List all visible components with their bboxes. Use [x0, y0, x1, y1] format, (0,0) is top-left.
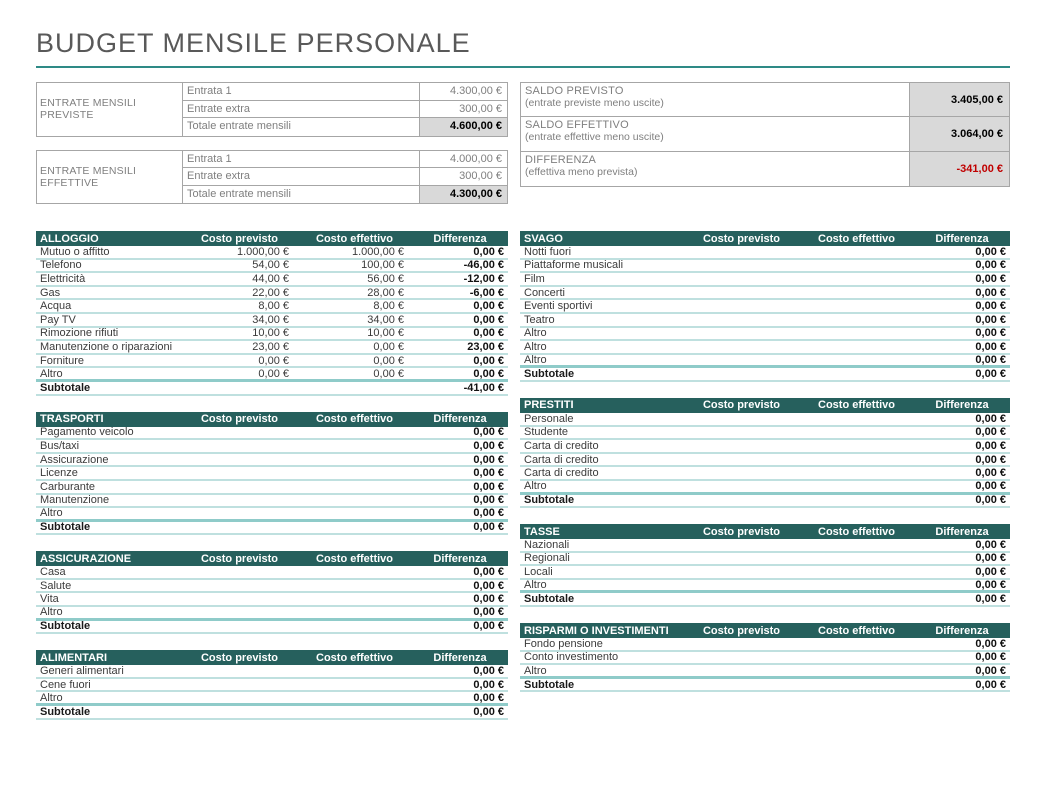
table-row	[36, 692, 508, 706]
table-row	[520, 287, 1010, 301]
category-header-row	[36, 551, 508, 566]
row-label: Mutuo o affitto	[40, 245, 110, 258]
row-label: Altro	[40, 507, 63, 520]
table-row	[36, 355, 508, 369]
column-header-costo-previsto: Costo previsto	[200, 651, 278, 664]
subtotal-label: Subtotale	[40, 381, 91, 394]
differenza-cell[interactable]: 0,00 €	[473, 426, 504, 439]
table-row	[520, 638, 1010, 652]
category-header-row	[520, 524, 1010, 539]
summary-row-saldo-effettivo	[521, 117, 1009, 151]
income-row	[183, 83, 507, 101]
differenza-cell[interactable]: 0,00 €	[975, 480, 1006, 493]
income-row-value[interactable]: 300,00 €	[419, 101, 507, 118]
category-table-risparmi-o-investimenti	[520, 623, 1010, 692]
income-row-name[interactable]: Entrate extra	[187, 102, 250, 115]
row-label: Carta di credito	[524, 453, 599, 466]
summary-row-differenza	[521, 152, 1009, 186]
differenza-cell[interactable]: 0,00 €	[975, 286, 1006, 299]
summary-section	[520, 82, 1010, 187]
row-label: Generi alimentari	[40, 665, 124, 678]
category-title: ASSICURAZIONE	[40, 552, 132, 565]
income-row-value[interactable]: 4.000,00 €	[419, 151, 507, 168]
summary-row-title: DIFFERENZA	[525, 153, 597, 166]
differenza-cell[interactable]: 0,00 €	[975, 651, 1006, 664]
table-row	[36, 566, 508, 580]
table-row	[36, 607, 508, 621]
subtotal-row	[36, 706, 508, 720]
subtotal-row	[520, 368, 1010, 382]
table-row	[36, 481, 508, 495]
income-row	[183, 118, 507, 136]
column-header-differenza: Differenza	[433, 232, 487, 245]
income-row	[183, 168, 507, 186]
costo-previsto-cell[interactable]: 10,00 €	[252, 327, 289, 340]
column-header-costo-effettivo: Costo effettivo	[316, 413, 393, 426]
income-row	[183, 151, 507, 169]
row-label: Cene fuori	[40, 678, 91, 691]
differenza-cell[interactable]: 0,00 €	[473, 245, 504, 258]
subtotal-row	[36, 621, 508, 635]
differenza-cell[interactable]: -12,00 €	[463, 272, 504, 285]
differenza-cell[interactable]: 0,00 €	[975, 538, 1006, 551]
costo-previsto-cell[interactable]: 0,00 €	[258, 354, 289, 367]
table-row	[36, 679, 508, 693]
costo-previsto-cell[interactable]: 34,00 €	[252, 313, 289, 326]
costo-previsto-cell[interactable]: 8,00 €	[258, 300, 289, 313]
category-table-assicurazione	[36, 551, 508, 634]
category-title: ALLOGGIO	[40, 232, 99, 245]
costo-previsto-cell[interactable]: 22,00 €	[252, 286, 289, 299]
table-row	[520, 341, 1010, 355]
income-table-entrate-mensili-previste	[36, 82, 508, 137]
summary-row-saldo-previsto	[521, 83, 1009, 117]
differenza-cell[interactable]: 0,00 €	[473, 593, 504, 606]
category-table-prestiti	[520, 398, 1010, 508]
income-row-value[interactable]: 4.300,00 €	[419, 186, 507, 204]
costo-effettivo-cell[interactable]: 100,00 €	[361, 259, 404, 272]
income-row-name[interactable]: Entrata 1	[187, 85, 232, 97]
summary-table	[520, 82, 1010, 187]
row-label: Carta di credito	[524, 467, 599, 480]
table-row	[36, 454, 508, 468]
category-table-alloggio	[36, 231, 508, 396]
row-label: Altro	[40, 691, 63, 704]
summary-row-value[interactable]: 3.064,00 €	[909, 117, 1009, 150]
table-row	[520, 467, 1010, 481]
category-title: ALIMENTARI	[40, 651, 108, 664]
differenza-cell[interactable]: 23,00 €	[467, 340, 504, 353]
category-header-row	[520, 623, 1010, 638]
row-label: Altro	[524, 579, 547, 592]
costo-previsto-cell[interactable]: 44,00 €	[252, 272, 289, 285]
table-row	[36, 328, 508, 342]
subtotal-row	[520, 593, 1010, 607]
table-row	[520, 300, 1010, 314]
subtotal-value[interactable]: 0,00 €	[975, 368, 1006, 381]
row-label: Studente	[524, 426, 569, 439]
table-row	[520, 314, 1010, 328]
table-row	[520, 539, 1010, 553]
row-label: Teatro	[524, 313, 555, 326]
row-label: Manutenzione o riparazioni	[40, 340, 173, 353]
column-header-costo-effettivo: Costo effettivo	[818, 232, 895, 245]
differenza-cell[interactable]: 0,00 €	[975, 664, 1006, 677]
row-label: Acqua	[40, 300, 72, 313]
column-header-differenza: Differenza	[433, 651, 487, 664]
row-label: Pay TV	[40, 313, 76, 326]
differenza-cell[interactable]: 0,00 €	[473, 566, 504, 579]
category-column-right	[520, 231, 1010, 736]
table-row	[36, 287, 508, 301]
category-title: TASSE	[524, 525, 560, 538]
column-header-costo-previsto: Costo previsto	[702, 232, 780, 245]
column-header-differenza: Differenza	[935, 399, 989, 412]
row-label: Carta di credito	[524, 439, 599, 452]
subtotal-label: Subtotale	[524, 678, 575, 691]
costo-previsto-cell[interactable]: 23,00 €	[252, 340, 289, 353]
subtotal-value[interactable]: -41,00 €	[463, 381, 504, 394]
column-header-costo-previsto: Costo previsto	[702, 399, 780, 412]
category-title: TRASPORTI	[40, 413, 104, 426]
table-row	[36, 341, 508, 355]
costo-effettivo-cell[interactable]: 0,00 €	[373, 354, 404, 367]
differenza-cell[interactable]: 0,00 €	[975, 245, 1006, 258]
table-row	[36, 260, 508, 274]
column-header-costo-previsto: Costo previsto	[200, 413, 278, 426]
row-label: Altro	[40, 606, 63, 619]
row-label: Manutenzione	[40, 494, 110, 507]
differenza-cell[interactable]: 0,00 €	[975, 412, 1006, 425]
category-header-row	[36, 412, 508, 427]
row-label: Salute	[40, 579, 72, 592]
column-header-differenza: Differenza	[433, 413, 487, 426]
subtotal-value[interactable]: 0,00 €	[975, 593, 1006, 606]
costo-effettivo-cell[interactable]: 28,00 €	[367, 286, 404, 299]
differenza-cell[interactable]: 0,00 €	[473, 665, 504, 678]
row-label: Telefono	[40, 259, 82, 272]
table-row	[520, 328, 1010, 342]
table-row	[520, 566, 1010, 580]
table-row	[36, 495, 508, 509]
differenza-cell[interactable]: 0,00 €	[975, 426, 1006, 439]
table-row	[520, 355, 1010, 369]
differenza-cell[interactable]: 0,00 €	[975, 327, 1006, 340]
row-label: Film	[524, 272, 545, 285]
differenza-cell[interactable]: 0,00 €	[975, 552, 1006, 565]
row-label: Gas	[40, 286, 61, 299]
table-row	[36, 665, 508, 679]
differenza-cell[interactable]: 0,00 €	[473, 678, 504, 691]
subtotal-label: Subtotale	[524, 368, 575, 381]
summary-row-text	[521, 117, 909, 150]
differenza-cell[interactable]: -46,00 €	[463, 259, 504, 272]
table-row	[36, 467, 508, 481]
row-label: Concerti	[524, 286, 565, 299]
category-table-svago	[520, 231, 1010, 382]
income-row-name[interactable]: Totale entrate mensili	[187, 120, 291, 132]
summary-row-subtitle: (entrate previste meno uscite)	[525, 97, 664, 109]
differenza-cell[interactable]: 0,00 €	[975, 340, 1006, 353]
subtotal-value[interactable]: 0,00 €	[975, 678, 1006, 691]
summary-row-value[interactable]: -341,00 €	[909, 152, 1009, 186]
table-row	[520, 440, 1010, 454]
differenza-cell[interactable]: 0,00 €	[473, 507, 504, 520]
table-row	[520, 454, 1010, 468]
category-header-row	[520, 231, 1010, 246]
income-table-rows	[183, 83, 507, 136]
row-label: Nazionali	[524, 538, 570, 551]
differenza-cell[interactable]: 0,00 €	[975, 637, 1006, 650]
row-label: Fondo pensione	[524, 637, 603, 650]
category-title: PRESTITI	[524, 399, 574, 412]
differenza-cell[interactable]: 0,00 €	[473, 467, 504, 480]
table-row	[520, 273, 1010, 287]
category-header-row	[36, 231, 508, 246]
summary-row-subtitle: (entrate effettive meno uscite)	[525, 131, 664, 144]
differenza-cell[interactable]: 0,00 €	[473, 367, 504, 380]
income-row	[183, 101, 507, 119]
subtotal-row	[36, 522, 508, 536]
income-row-value[interactable]: 4.300,00 €	[419, 83, 507, 100]
column-header-costo-effettivo: Costo effettivo	[316, 552, 393, 565]
row-label: Assicurazione	[40, 453, 109, 466]
category-title: RISPARMI O INVESTIMENTI	[524, 624, 669, 637]
differenza-cell[interactable]: 0,00 €	[473, 327, 504, 340]
differenza-cell[interactable]: 0,00 €	[975, 439, 1006, 452]
column-header-costo-effettivo: Costo effettivo	[818, 624, 895, 637]
subtotal-row	[520, 679, 1010, 693]
row-label: Bus/taxi	[40, 439, 80, 452]
row-label: Regionali	[524, 552, 570, 565]
differenza-cell[interactable]: 0,00 €	[473, 579, 504, 592]
subtotal-row	[520, 495, 1010, 509]
subtotal-label: Subtotale	[40, 521, 91, 534]
table-row	[520, 665, 1010, 679]
title-underline	[36, 66, 1010, 68]
column-header-costo-effettivo: Costo effettivo	[818, 399, 895, 412]
column-header-differenza: Differenza	[433, 552, 487, 565]
differenza-cell[interactable]: 0,00 €	[975, 453, 1006, 466]
column-header-costo-previsto: Costo previsto	[702, 525, 780, 538]
differenza-cell[interactable]: 0,00 €	[473, 439, 504, 452]
table-row	[520, 246, 1010, 260]
differenza-cell[interactable]: 0,00 €	[975, 467, 1006, 480]
costo-effettivo-cell[interactable]: 0,00 €	[373, 340, 404, 353]
income-row	[183, 186, 507, 204]
table-row	[520, 652, 1010, 666]
table-row	[36, 427, 508, 441]
differenza-cell[interactable]: 0,00 €	[473, 494, 504, 507]
table-row	[36, 300, 508, 314]
differenza-cell[interactable]: 0,00 €	[975, 272, 1006, 285]
table-row	[520, 260, 1010, 274]
subtotal-label: Subtotale	[524, 494, 575, 507]
income-table-label: ENTRATE MENSILI EFFETTIVE	[37, 151, 183, 204]
subtotal-value[interactable]: 0,00 €	[473, 620, 504, 633]
row-label: Elettricità	[40, 272, 86, 285]
costo-effettivo-cell[interactable]: 56,00 €	[367, 272, 404, 285]
income-table-rows	[183, 151, 507, 204]
table-row	[36, 508, 508, 522]
subtotal-label: Subtotale	[40, 705, 91, 718]
row-label: Conto investimento	[524, 651, 619, 664]
row-label: Altro	[524, 664, 547, 677]
differenza-cell[interactable]: 0,00 €	[473, 313, 504, 326]
differenza-cell[interactable]: 0,00 €	[473, 691, 504, 704]
column-header-differenza: Differenza	[935, 624, 989, 637]
row-label: Notti fuori	[524, 245, 572, 258]
income-table-entrate-mensili-effettive	[36, 150, 508, 205]
table-row	[520, 413, 1010, 427]
subtotal-label: Subtotale	[524, 593, 575, 606]
differenza-cell[interactable]: 0,00 €	[473, 300, 504, 313]
income-row-name[interactable]: Totale entrate mensili	[187, 187, 291, 200]
table-row	[520, 580, 1010, 594]
table-row	[520, 481, 1010, 495]
row-label: Personale	[524, 412, 574, 425]
summary-row-subtitle: (effettiva meno prevista)	[525, 165, 638, 178]
costo-effettivo-cell[interactable]: 1.000,00 €	[352, 245, 404, 258]
summary-row-text	[521, 152, 909, 186]
table-row	[36, 246, 508, 260]
costo-effettivo-cell[interactable]: 10,00 €	[367, 327, 404, 340]
row-label: Pagamento veicolo	[40, 426, 134, 439]
differenza-cell[interactable]: 0,00 €	[975, 354, 1006, 367]
column-header-costo-effettivo: Costo effettivo	[316, 651, 393, 664]
costo-effettivo-cell[interactable]: 8,00 €	[373, 300, 404, 313]
row-label: Piattaforme musicali	[524, 259, 624, 272]
costo-previsto-cell[interactable]: 54,00 €	[252, 259, 289, 272]
table-row	[36, 368, 508, 382]
table-row	[36, 580, 508, 594]
summary-row-value[interactable]: 3.405,00 €	[909, 83, 1009, 116]
differenza-cell[interactable]: 0,00 €	[975, 300, 1006, 313]
row-label: Altro	[524, 354, 547, 367]
differenza-cell[interactable]: 0,00 €	[975, 259, 1006, 272]
row-label: Carburante	[40, 480, 96, 493]
row-label: Altro	[524, 480, 547, 493]
income-row-name[interactable]: Entrata 1	[187, 152, 232, 165]
differenza-cell[interactable]: -6,00 €	[469, 286, 504, 299]
differenza-cell[interactable]: 0,00 €	[975, 566, 1006, 579]
category-header-row	[520, 398, 1010, 413]
income-row-name[interactable]: Entrate extra	[187, 170, 250, 182]
table-row	[36, 314, 508, 328]
top-section	[36, 82, 1010, 217]
category-section	[36, 231, 1010, 736]
summary-row-title: SALDO PREVISTO	[525, 85, 624, 97]
row-label: Altro	[40, 367, 63, 380]
table-row	[36, 273, 508, 287]
row-label: Altro	[524, 340, 547, 353]
summary-row-title: SALDO EFFETTIVO	[525, 119, 629, 132]
row-label: Vita	[40, 593, 59, 606]
row-label: Altro	[524, 327, 547, 340]
column-header-costo-effettivo: Costo effettivo	[316, 232, 393, 245]
costo-previsto-cell[interactable]: 1.000,00 €	[237, 245, 289, 258]
differenza-cell[interactable]: 0,00 €	[473, 453, 504, 466]
differenza-cell[interactable]: 0,00 €	[975, 313, 1006, 326]
income-table-label: ENTRATE MENSILI PREVISTE	[37, 83, 183, 136]
income-row-value[interactable]: 4.600,00 €	[419, 118, 507, 136]
row-label: Rimozione rifiuti	[40, 327, 119, 340]
category-header-row	[36, 650, 508, 665]
row-label: Casa	[40, 566, 66, 579]
table-row	[520, 553, 1010, 567]
row-label: Eventi sportivi	[524, 300, 593, 313]
income-row-value[interactable]: 300,00 €	[419, 168, 507, 185]
category-table-alimentari	[36, 650, 508, 719]
category-title: SVAGO	[524, 232, 563, 245]
column-header-differenza: Differenza	[935, 232, 989, 245]
subtotal-value[interactable]: 0,00 €	[975, 494, 1006, 507]
column-header-costo-previsto: Costo previsto	[200, 552, 278, 565]
income-section	[36, 82, 508, 217]
subtotal-value[interactable]: 0,00 €	[473, 521, 504, 534]
subtotal-value[interactable]: 0,00 €	[473, 705, 504, 718]
column-header-costo-previsto: Costo previsto	[200, 232, 278, 245]
column-header-costo-effettivo: Costo effettivo	[818, 525, 895, 538]
differenza-cell[interactable]: 0,00 €	[975, 579, 1006, 592]
column-header-costo-previsto: Costo previsto	[702, 624, 780, 637]
row-label: Forniture	[40, 354, 85, 367]
table-row	[520, 427, 1010, 441]
page-title: BUDGET MENSILE PERSONALE	[36, 28, 471, 58]
subtotal-label: Subtotale	[40, 620, 91, 633]
row-label: Locali	[524, 566, 553, 579]
differenza-cell[interactable]: 0,00 €	[473, 480, 504, 493]
category-table-trasporti	[36, 412, 508, 536]
category-column-left	[36, 231, 508, 736]
differenza-cell[interactable]: 0,00 €	[473, 354, 504, 367]
row-label: Licenze	[40, 467, 78, 480]
table-row	[36, 440, 508, 454]
costo-previsto-cell[interactable]: 0,00 €	[258, 367, 289, 380]
table-row	[36, 593, 508, 607]
differenza-cell[interactable]: 0,00 €	[473, 606, 504, 619]
costo-effettivo-cell[interactable]: 0,00 €	[373, 367, 404, 380]
subtotal-row	[36, 382, 508, 396]
column-header-differenza: Differenza	[935, 525, 989, 538]
summary-row-text	[521, 83, 909, 116]
category-table-tasse	[520, 524, 1010, 607]
costo-effettivo-cell[interactable]: 34,00 €	[367, 313, 404, 326]
